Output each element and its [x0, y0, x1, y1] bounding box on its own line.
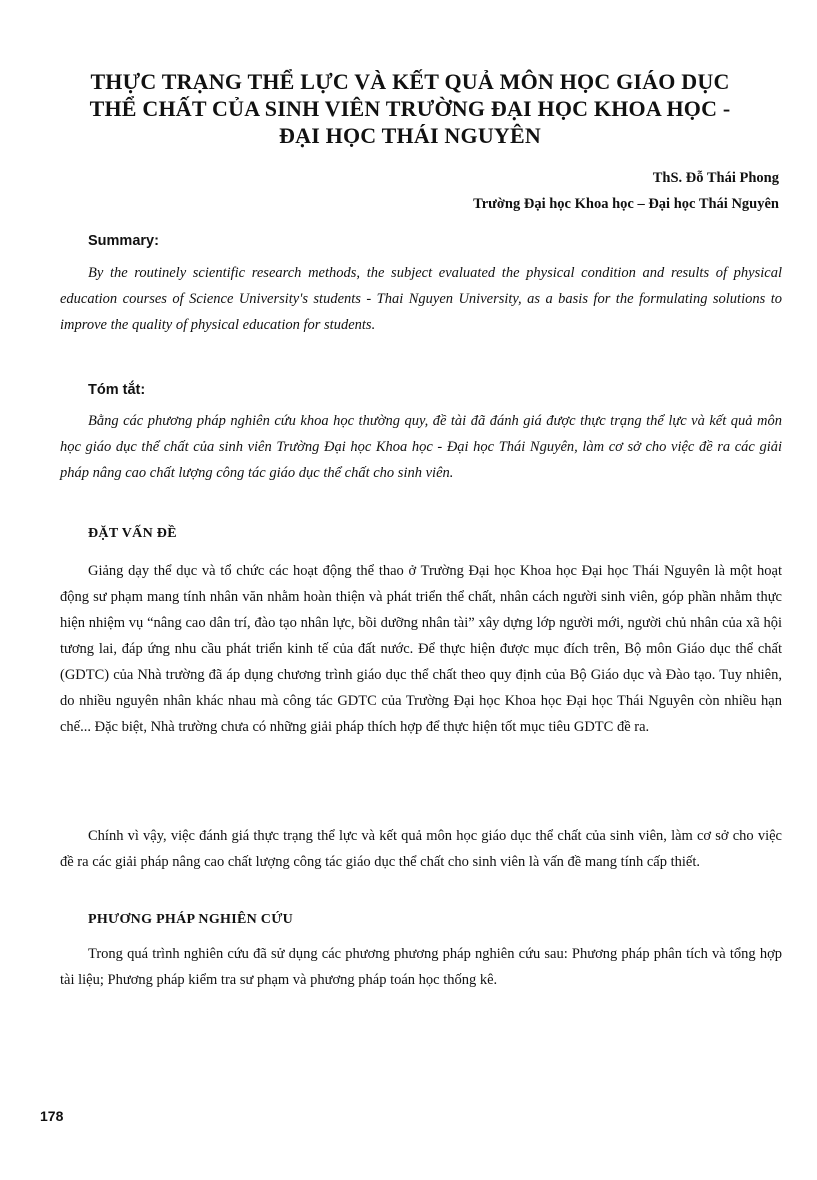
tomtat-heading: Tóm tắt:	[88, 382, 146, 398]
author-name: ThS. Đỗ Thái Phong	[652, 170, 779, 186]
author-block	[473, 165, 779, 217]
paper-title-line-1: THỰC TRẠNG THỂ LỰC VÀ KẾT QUẢ MÔN HỌC GIÁO DỤC	[90, 69, 730, 94]
paper-title	[60, 68, 760, 149]
page-number: 178	[40, 1108, 64, 1124]
summary-text: By the routinely scientific research methods, the subject evaluated the physical condition and results of physical education courses of Science University's students - Thai Nguyen University, as a basis for the formulating solutions to improve the quality of physical education for students.	[60, 265, 782, 333]
methods-paragraph-1: Trong quá trình nghiên cứu đã sử dụng các phương phương pháp nghiên cứu sau: Phương pháp phân tích và tổng hợp tài liệu; Phương pháp kiểm tra sư phạm và phương pháp toán học thống kê.	[60, 946, 782, 988]
introduction-paragraph-1: Giảng dạy thể dục và tổ chức các hoạt động thể thao ở Trường Đại học Khoa học Đại học Thái Nguyên là một hoạt động sư phạm mang tính nhân văn nhằm hoàn thiện và phát triển thể chất, nhân cách người sinh viên, góp phần nhằm thực hiện nhiệm vụ “nâng cao dân trí, đào tạo nhân lực, bồi dưỡng nhân tài” xây dựng lớp người mới, người chủ nhân của xã hội tương lai, đáp ứng nhu cầu phát triển kinh tế của đất nước. Để thực hiện được mục đích trên, Bộ môn Giáo dục thể chất (GDTC) của Nhà trường đã áp dụng chương trình giáo dục thể chất theo quy định của Bộ Giáo dục và Đào tạo. Tuy nhiên, do nhiều nguyên nhân khác nhau mà công tác GDTC của Trường Đại học Khoa học Đại học Thái Nguyên còn nhiều hạn chế... Đặc biệt, Nhà trường chưa có những giải pháp thích hợp để thực hiện tốt mục tiêu GDTC đề ra.	[60, 563, 782, 735]
section-heading-introduction: ĐẶT VẤN ĐỀ	[88, 526, 177, 541]
introduction-paragraph-2: Chính vì vậy, việc đánh giá thực trạng thể lực và kết quả môn học giáo dục thể chất của sinh viên, làm cơ sở cho việc đề ra các giải pháp nâng cao chất lượng công tác giáo dục thể chất cho sinh viên là vấn đề mang tính cấp thiết.	[60, 828, 782, 870]
summary-heading: Summary:	[88, 233, 159, 249]
paper-title-line-2: THỂ CHẤT CỦA SINH VIÊN TRƯỜNG ĐẠI HỌC KHOA HỌC -	[89, 96, 731, 121]
paper-title-line-3: ĐẠI HỌC THÁI NGUYÊN	[279, 123, 541, 148]
tomtat-text: Bằng các phương pháp nghiên cứu khoa học thường quy, đề tài đã đánh giá được thực trạng thể lực và kết quả môn học giáo dục thể chất của sinh viên Trường Đại học Khoa học - Đại học Thái Nguyên, làm cơ sở cho việc đề ra các giải pháp nâng cao chất lượng công tác giáo dục thể chất cho sinh viên.	[60, 413, 782, 481]
section-heading-methods: PHƯƠNG PHÁP NGHIÊN CỨU	[88, 912, 294, 927]
author-affiliation: Trường Đại học Khoa học – Đại học Thái Nguyên	[473, 196, 779, 212]
